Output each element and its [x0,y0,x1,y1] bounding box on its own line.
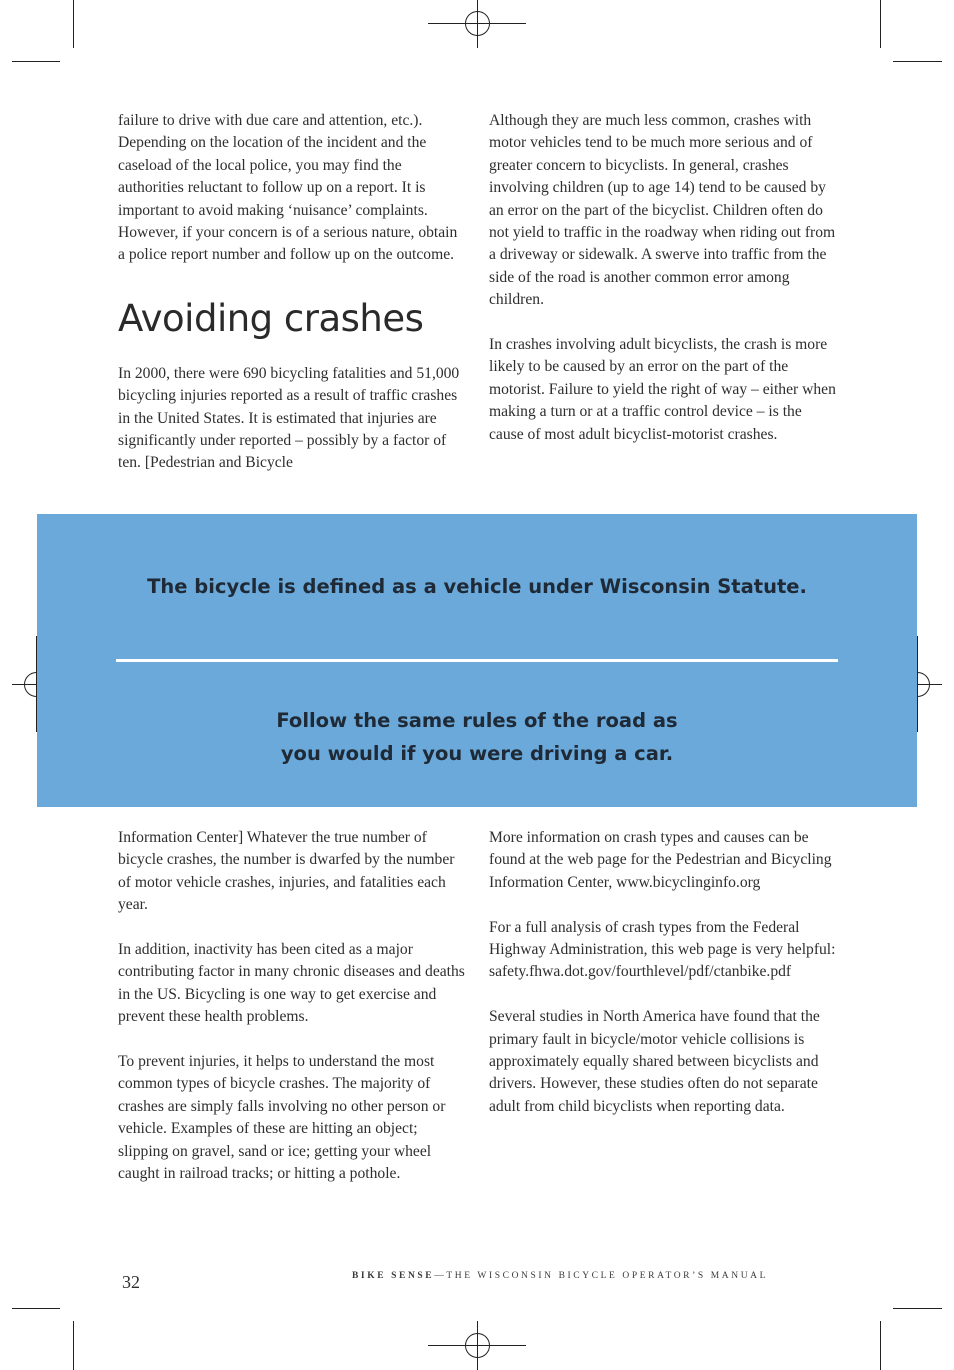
footer-title-bold: BIKE SENSE [352,1271,435,1281]
paragraph: More information on crash types and causes can be found at the web page for the Pedestrian and Bicycling Information Center, www.bicyclinginfo.org [489,829,832,891]
paragraph: To prevent injuries, it helps to understand the most common types of bicycle crashes. The majority of crashes are simply falls involving no other person or vehicle. Examples of these are hitting an object; slipping on gravel, sand or ice; getting your wheel caught in railroad tracks; or hitting a pothole. [118,1053,446,1183]
callout-advice-line: Follow the same rules of the road as [276,709,678,732]
column-bottom-left [118,827,468,1185]
footer-title-rest: —THE WISCONSIN BICYCLE OPERATOR’S MANUAL [434,1271,769,1281]
callout-divider [116,659,838,662]
callout-statement: The bicycle is defined as a vehicle under Wisconsin Statute. [147,575,807,598]
crop-mark [880,1321,881,1370]
callout-advice-line: you would if you were driving a car. [280,742,674,765]
column-bottom-right [489,827,839,1118]
callout-box [37,514,917,807]
crop-mark [893,61,942,62]
paragraph: Information Center] Whatever the true number of bicycle crashes, the number is dwarfed by the number of motor vehicle crashes, injuries, and fatalities each year. [118,829,455,914]
crop-mark [12,61,60,62]
paragraph: In crashes involving adult bicyclists, the crash is more likely to be caused by an error on the part of the motorist. Failure to yield the right of way – either when making a turn or at a traffic control device – is the cause of most adult bicyclist-motorist crashes. [489,336,836,443]
paragraph: Although they are much less common, crashes with motor vehicles tend to be much more serious and of greater concern to bicyclists. In general, crashes involving children (up to age 14) tend to be caused by an error on the part of the bicyclist. Children often do not yield to traffic in the roadway when riding out from a driveway or sidewalk. A swerve into traffic from the side of the road is another common error among children. [489,112,836,309]
column-top-right [489,110,839,446]
crop-mark [73,0,74,48]
page-number: 32 [122,1272,140,1292]
registration-mark-top [428,0,526,48]
paragraph: failure to drive with due care and attention, etc.). Depending on the location of the incident and the caseload of the local police, you may find the authorities reluctant to follow up on a report. It is important to avoid making ‘nuisance’ complaints. However, if your concern is of a serious nature, obtain a police report number and follow up on the outcome. [118,112,458,264]
section-heading: Avoiding crashes [118,296,424,340]
paragraph: For a full analysis of crash types from the Federal Highway Administration, this web page is very helpful: safety.fhwa.dot.gov/fourthlevel/pdf/ctanbike.pdf [489,918,836,981]
registration-mark-bottom [428,1321,526,1370]
column-top-left [118,110,468,475]
crop-mark [893,1308,942,1309]
paragraph: In 2000, there were 690 bicycling fatalities and 51,000 bicycling injuries reported as a result of traffic crashes in the United States. It is estimated that injuries are significantly under reported – possibly by a factor of ten. [Pedestrian and Bicycle [118,364,460,472]
paragraph: Several studies in North America have found that the primary fault in bicycle/motor vehicle collisions is approximately equally shared between bicyclists and drivers. However, these studies often do not separate adult from child bicyclists when reporting data. [489,1008,820,1115]
callout-advice [37,704,917,770]
running-footer [352,1271,768,1281]
crop-mark [73,1321,74,1370]
crop-mark [880,0,881,48]
crop-mark [12,1308,60,1309]
paragraph: In addition, inactivity has been cited as a major contributing factor in many chronic diseases and deaths in the US. Bicycling is one way to get exercise and prevent these health problems. [118,941,465,1026]
